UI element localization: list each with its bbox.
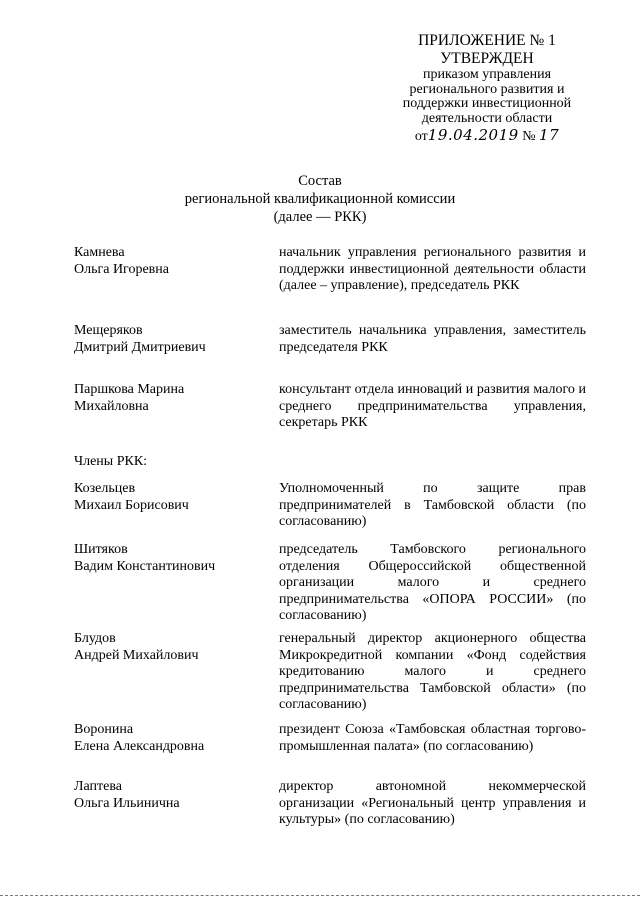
number-prefix: № (522, 129, 536, 144)
member-role: консультант отдела инноваций и развития малого и среднего предпринимательства управления, секретарь РКК (279, 382, 586, 430)
appendix-label: ПРИЛОЖЕНИЕ № 1 (418, 32, 556, 49)
member-role: генеральный директор акционерного общества Микрокредитной компании «Фонд содействия кредитованию малого и среднего предпринимательства Тамбовской области» (по согласованию) (279, 631, 586, 712)
given-names: Ольга Ильинична (74, 795, 180, 811)
member-name (74, 722, 264, 755)
given-names: Андрей Михайлович (74, 647, 199, 663)
surname: Блудов (74, 631, 116, 646)
surname: Козельцев (74, 481, 136, 496)
members-label: Члены РКК: (74, 454, 148, 469)
member-name (74, 481, 264, 514)
surname: Мещеряков (74, 323, 143, 338)
order-line: деятельности области (421, 110, 553, 126)
given-names: Ольга Игоревна (74, 261, 169, 277)
given-names: Елена Александровна (74, 738, 205, 754)
surname: Шитяков (74, 542, 128, 557)
member-name (74, 779, 264, 812)
scan-edge-line (0, 895, 640, 898)
order-line: поддержки инвестиционной (402, 96, 572, 111)
member-role: директор автономной некоммерческой организации «Региональный центр управления и культуры» (по согласованию) (279, 779, 586, 827)
member-role: президент Союза «Тамбовская областная торгово-промышленная палата» (по согласованию) (279, 722, 586, 754)
given-names: Вадим Константинович (74, 558, 216, 574)
approved-label: УТВЕРЖДЕН (440, 50, 534, 67)
document-title (0, 172, 640, 226)
order-line: приказом управления (422, 67, 552, 82)
handwritten-number: 17 (539, 126, 560, 144)
handwritten-date: 19.04.2019 (427, 126, 519, 144)
given-names: Дмитрий Дмитриевич (74, 339, 206, 355)
surname: Камнева (74, 245, 125, 260)
member-name (74, 245, 264, 278)
title-line: Состав (298, 173, 342, 189)
order-date-line (392, 126, 582, 146)
title-line: региональной квалификационной комиссии (184, 191, 456, 207)
member-role: председатель Тамбовского регионального отделения Общероссийской общественной организации малого и среднего предпринимательства «ОПОРА РОССИИ» (по согласованию) (279, 542, 586, 623)
date-prefix: от (414, 129, 428, 144)
surname: Воронина (74, 722, 134, 737)
given-names: Михаил Борисович (74, 497, 189, 513)
member-role: Уполномоченный по защите прав предпринимателей в Тамбовской области (по согласованию) (279, 481, 586, 529)
member-name (74, 631, 264, 664)
surname: Лаптева (74, 779, 122, 794)
title-line: (далее — РКК) (273, 209, 367, 225)
member-role: заместитель начальника управления, заместитель председателя РКК (279, 323, 586, 355)
member-name (74, 542, 264, 575)
given-names: Михайловна (74, 398, 149, 414)
surname: Паршкова Марина (74, 382, 185, 397)
approval-header (392, 32, 582, 146)
member-name (74, 323, 264, 356)
member-name (74, 382, 264, 415)
order-line: регионального развития и (409, 81, 565, 97)
member-role: начальник управления регионального развития и поддержки инвестиционной деятельности области (далее – управление), председатель РКК (279, 245, 586, 293)
